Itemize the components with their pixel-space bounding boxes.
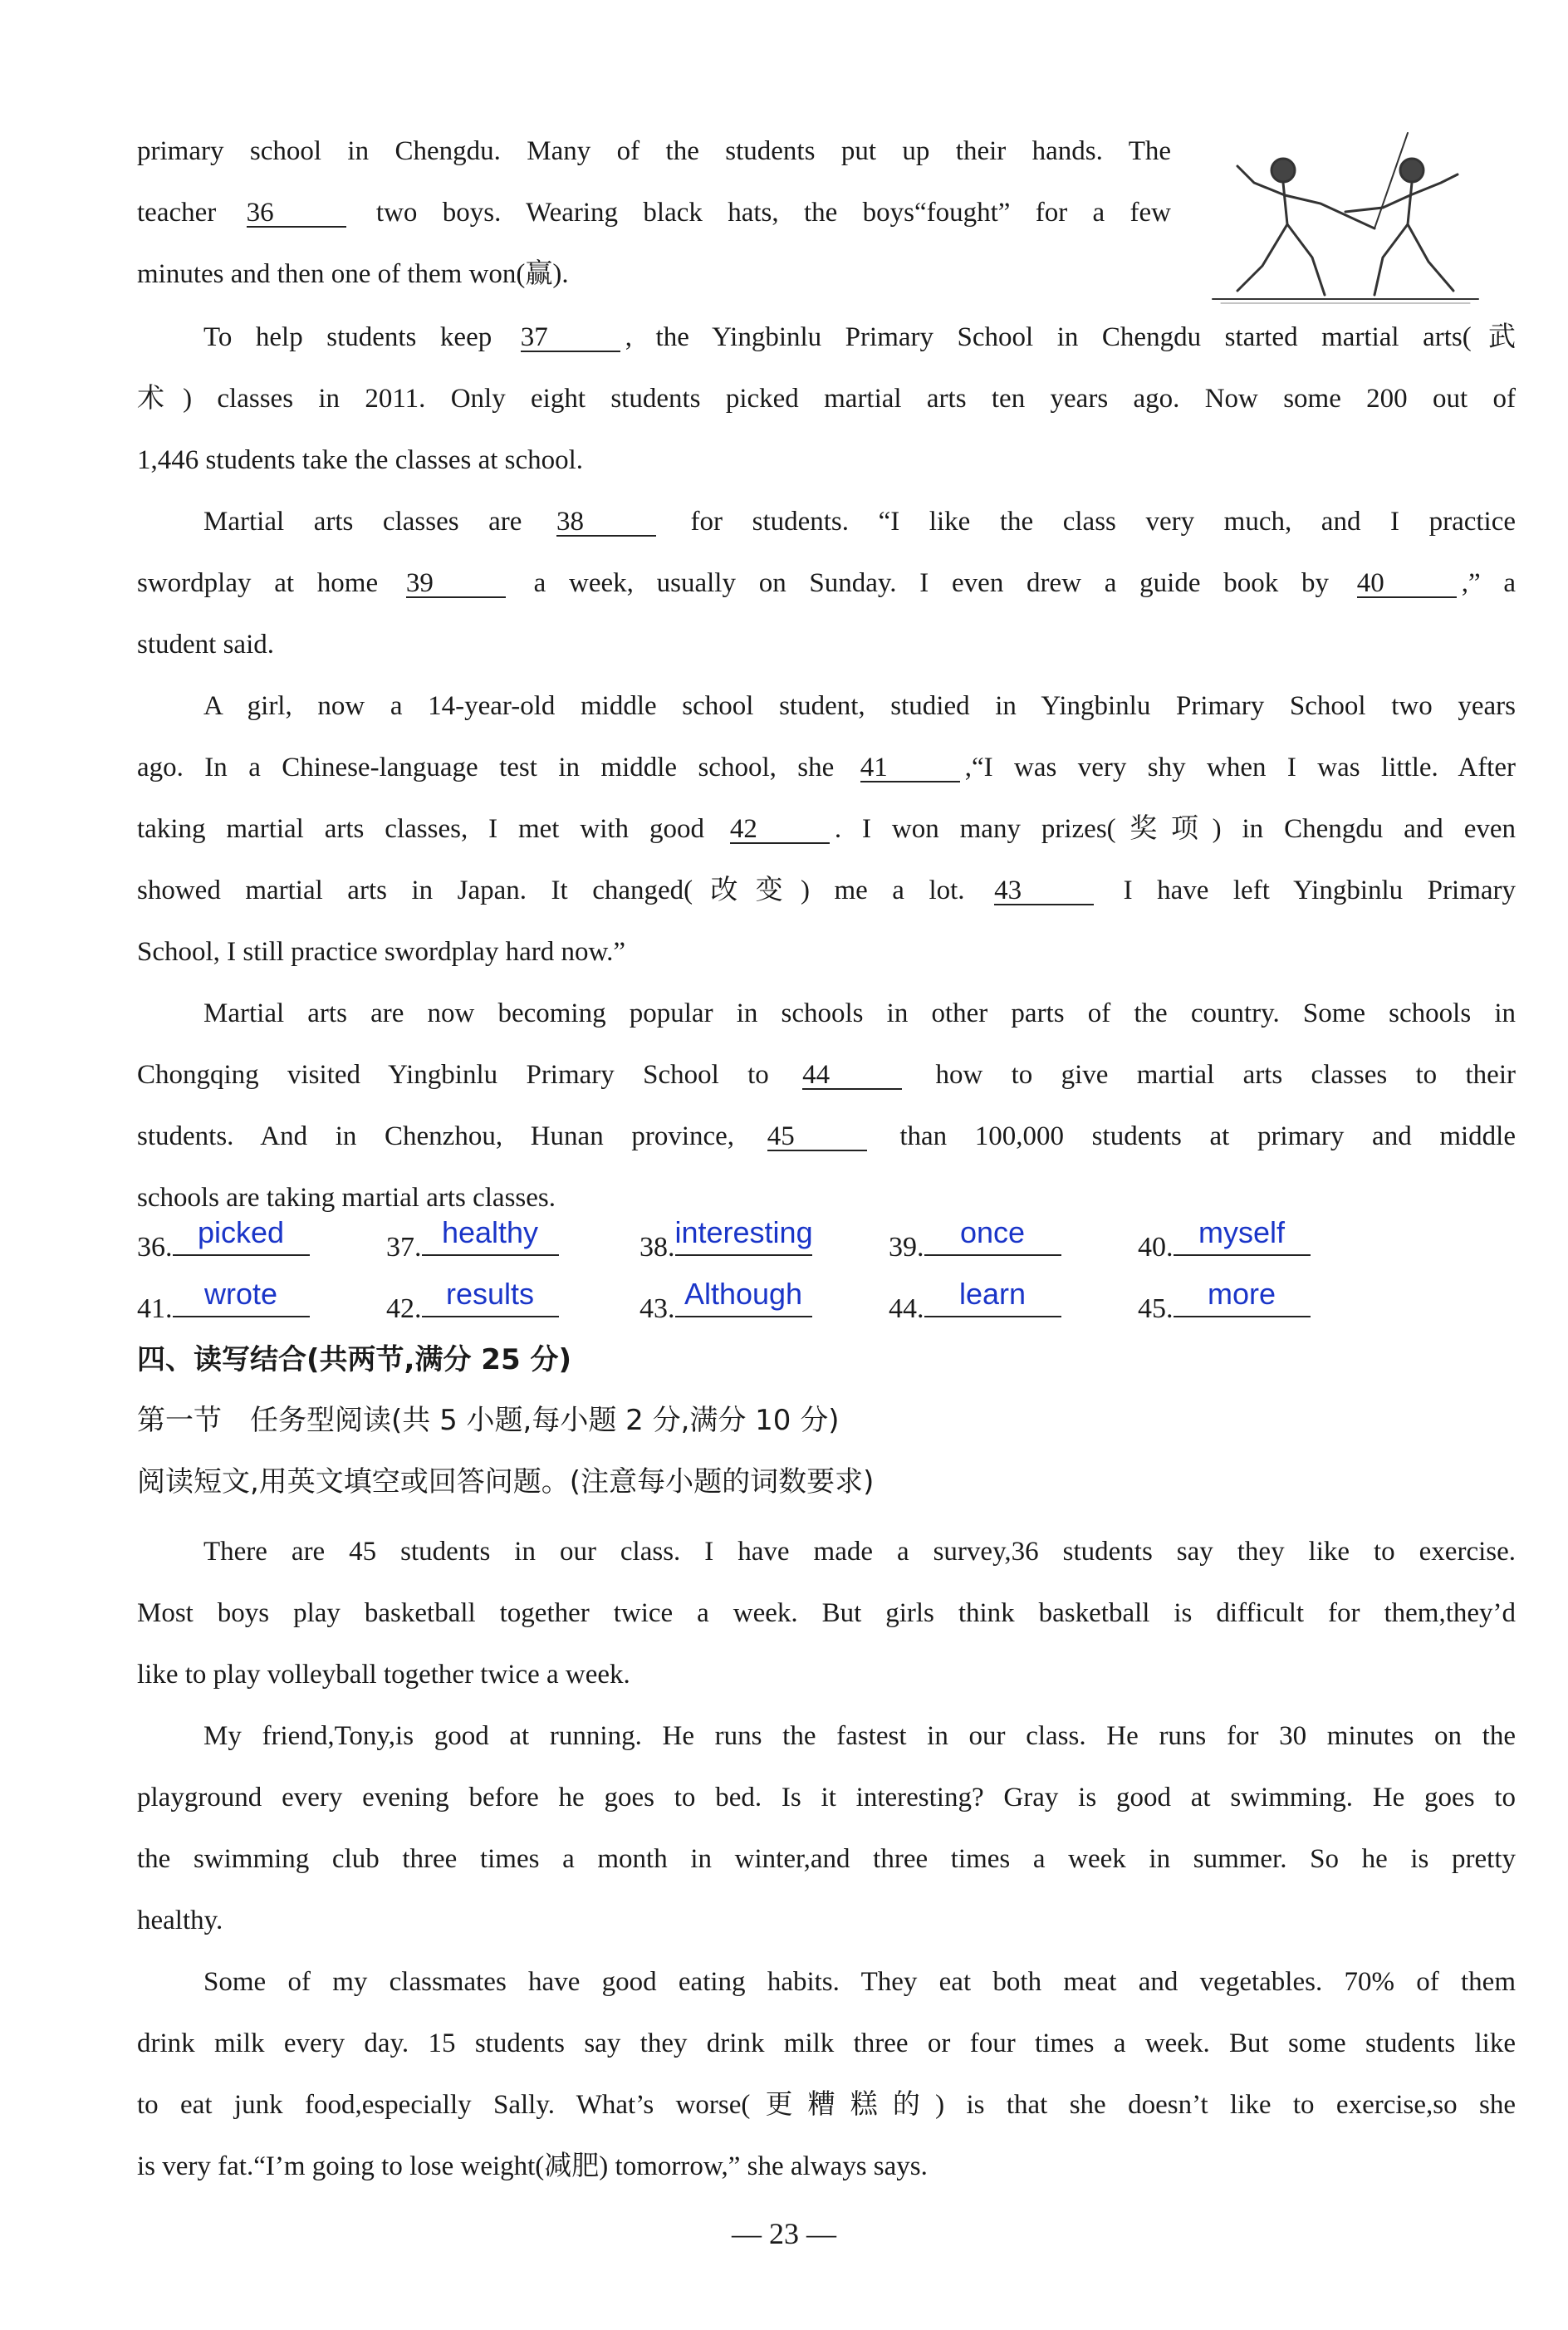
section-part-title: 第一节 任务型阅读(共 5 小题,每小题 2 分,满分 10 分): [137, 1404, 840, 1437]
blank-number: 44: [802, 1062, 902, 1090]
passage-text: To help students keep: [203, 322, 516, 352]
answer-word: healthy: [441, 1215, 539, 1249]
answer-item: [1138, 1215, 1311, 1264]
answer-word: interesting: [674, 1215, 813, 1249]
answer-number: 39.: [889, 1232, 924, 1263]
answer-word: Although: [684, 1277, 803, 1311]
passage-text: than 100,000 students at primary and middle: [871, 1121, 1516, 1151]
answer-blank[interactable]: [422, 1215, 559, 1256]
passage-text: Chongqing visited Yingbinlu Primary School to: [137, 1060, 798, 1090]
section-instruction: 阅读短文,用英文填空或回答问题。(注意每小题的词数要求): [137, 1465, 875, 1499]
answer-number: 42.: [386, 1293, 422, 1324]
cloze-line: minutes and then one of them won(赢).: [137, 259, 569, 289]
cloze-line: [137, 196, 1171, 229]
cloze-line: [137, 567, 1516, 600]
blank-number: 45: [767, 1123, 867, 1151]
cloze-line: A girl, now a 14-year-old middle school student, studied in Yingbinlu Primary School two years: [203, 691, 1516, 721]
answer-item: [1138, 1277, 1311, 1326]
reading-line: healthy.: [137, 1906, 223, 1935]
reading-line: playground every evening before he goes to bed. Is it interesting? Gray is good at swimming. He goes to: [137, 1783, 1516, 1812]
cloze-line: 1,446 students take the classes at school.: [137, 445, 584, 475]
answer-item: [889, 1277, 1061, 1326]
cloze-line: [137, 1120, 1516, 1153]
answer-blank[interactable]: [173, 1277, 310, 1317]
blank-number: 39: [406, 570, 506, 598]
answer-number: 41.: [137, 1293, 173, 1324]
passage-text: for students. “I like the class very much, and I practice: [660, 507, 1516, 537]
answer-blank[interactable]: [1174, 1215, 1311, 1256]
cloze-line: schools are taking martial arts classes.: [137, 1183, 556, 1213]
cloze-line: [137, 751, 1516, 784]
reading-line: is very fat.“I’m going to lose weight(减肥) tomorrow,” she always says.: [137, 2151, 928, 2181]
answer-item: [639, 1215, 813, 1264]
reading-line: There are 45 students in our class. I have made a survey,36 students say they like to exercise.: [203, 1537, 1516, 1567]
passage-text: . I won many prizes(奖项) in Chengdu and even: [834, 814, 1516, 844]
cloze-line: [137, 874, 1516, 907]
passage-text: ago. In a Chinese-language test in middle school, she: [137, 753, 855, 782]
cloze-line: Martial arts are now becoming popular in schools in other parts of the country. Some schools in: [203, 998, 1516, 1028]
reading-line: Most boys play basketball together twice a week. But girls think basketball is difficult for them,they’d: [137, 1598, 1516, 1628]
answer-number: 36.: [137, 1232, 173, 1263]
answer-number: 44.: [889, 1293, 924, 1324]
answer-number: 37.: [386, 1232, 422, 1263]
passage-text: two boys. Wearing black hats, the boys“fought” for a few: [350, 198, 1171, 228]
cloze-line: 术) classes in 2011. Only eight students picked martial arts ten years ago. Now some 200 out of: [137, 384, 1516, 414]
answer-number: 38.: [639, 1232, 675, 1263]
answer-blank[interactable]: [924, 1277, 1061, 1317]
answer-item: [137, 1215, 310, 1264]
answer-word: picked: [197, 1215, 285, 1249]
blank-number: 43: [994, 877, 1094, 905]
answer-blank[interactable]: [674, 1215, 813, 1256]
reading-line: drink milk every day. 15 students say they drink milk three or four times a week. But some students like: [137, 2028, 1516, 2058]
passage-text: ,“I was very shy when I was little. After: [964, 753, 1516, 782]
answer-item: [386, 1277, 559, 1326]
passage-text: a week, usually on Sunday. I even drew a guide book by: [510, 568, 1352, 598]
answer-item: [639, 1277, 812, 1326]
answer-item: [137, 1277, 310, 1326]
answer-word: learn: [958, 1277, 1027, 1311]
cloze-line: School, I still practice swordplay hard now.”: [137, 937, 626, 967]
passage-text: , the Yingbinlu Primary School in Chengdu started martial arts(武: [625, 322, 1516, 352]
answer-word: more: [1207, 1277, 1276, 1311]
blank-number: 40: [1357, 570, 1457, 598]
blank-number: 38: [556, 508, 656, 537]
blank-number: 41: [860, 754, 960, 782]
passage-text: Martial arts classes are: [203, 507, 551, 537]
reading-line: like to play volleyball together twice a week.: [137, 1660, 630, 1690]
blank-number: 36: [247, 199, 346, 228]
fencing-illustration: [1204, 125, 1487, 311]
answer-number: 45.: [1138, 1293, 1174, 1324]
cloze-line: student said.: [137, 630, 274, 660]
cloze-line: primary school in Chengdu. Many of the students put up their hands. The: [137, 136, 1171, 166]
blank-number: 37: [521, 324, 620, 352]
cloze-line: [137, 812, 1516, 846]
answer-word: results: [445, 1277, 535, 1311]
answer-word: once: [959, 1215, 1026, 1249]
page-number: — 23 —: [732, 2217, 836, 2250]
passage-text: I have left Yingbinlu Primary: [1099, 876, 1516, 905]
answer-blank[interactable]: [422, 1277, 559, 1317]
reading-line: the swimming club three times a month in winter,and three times a week in summer. So he is pretty: [137, 1844, 1516, 1874]
answer-blank[interactable]: [173, 1215, 310, 1256]
answer-blank[interactable]: [1174, 1277, 1311, 1317]
answer-blank[interactable]: [924, 1215, 1061, 1256]
answer-item: [386, 1215, 559, 1264]
blank-number: 42: [730, 816, 830, 844]
answer-number: 40.: [1138, 1232, 1174, 1263]
passage-text: ,” a: [1461, 568, 1517, 598]
answer-item: [889, 1215, 1061, 1264]
answer-blank[interactable]: [675, 1277, 812, 1317]
answer-number: 43.: [639, 1293, 675, 1324]
section-title: 四、读写结合(共两节,满分 25 分): [137, 1343, 571, 1376]
reading-line: Some of my classmates have good eating habits. They eat both meat and vegetables. 70% of them: [203, 1967, 1516, 1997]
answer-word: myself: [1198, 1215, 1285, 1249]
cloze-line: [203, 321, 1516, 354]
reading-line: My friend,Tony,is good at running. He runs the fastest in our class. He runs for 30 minutes on the: [203, 1721, 1516, 1751]
passage-text: swordplay at home: [137, 568, 401, 598]
passage-text: taking martial arts classes, I met with good: [137, 814, 725, 844]
reading-line: to eat junk food,especially Sally. What’s worse(更糟糕的) is that she doesn’t like to exercise,so she: [137, 2090, 1516, 2120]
passage-text: students. And in Chenzhou, Hunan province,: [137, 1121, 762, 1151]
passage-text: teacher: [137, 198, 242, 228]
passage-text: showed martial arts in Japan. It changed(改变) me a lot.: [137, 876, 990, 905]
answer-word: wrote: [203, 1277, 278, 1311]
cloze-line: [203, 505, 1516, 538]
cloze-line: [137, 1058, 1516, 1091]
passage-text: how to give martial arts classes to their: [907, 1060, 1516, 1090]
